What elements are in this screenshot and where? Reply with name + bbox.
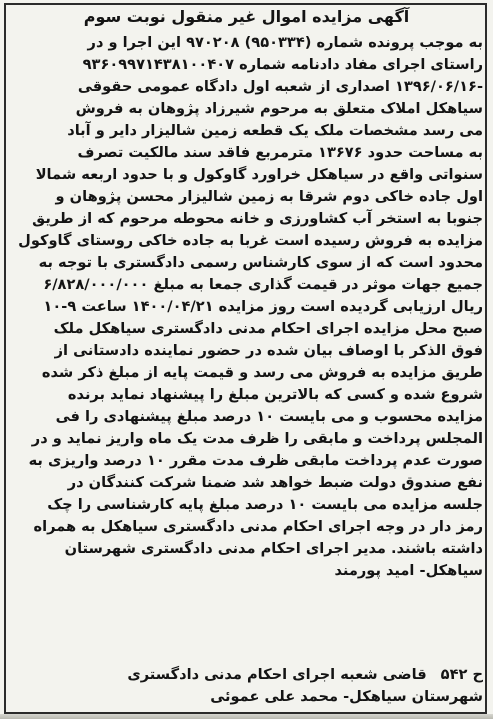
notice-line-25: سیاهکل- امید پورمند <box>334 562 483 579</box>
notice-line-22: جلسه مزایده می بایست ۱۰ درصد مبلغ پایه کارشناسی را چک <box>47 496 483 513</box>
notice-line-14: صبح محل مزایده اجرای احکام مدنی دادگستری سیاهکل ملک <box>53 320 483 337</box>
notice-line-20: صورت عدم پرداخت مابقی ظرف مدت مقرر ۱۰ درصد واریزی به <box>28 452 483 469</box>
notice-line-15: فوق الذکر با اوصاف بیان شده در حضور نماینده دادستانی از <box>54 342 483 359</box>
notice-line-1: به موجب پرونده شماره (۹۵۰۳۳۴) ۹۷۰۲۰۸ این اجرا و در <box>87 34 483 51</box>
notice-body <box>10 32 483 582</box>
signature-line-2: شهرستان سیاهکل- محمد علی عموئی <box>210 688 483 705</box>
notice-line-9: جنوبا به استخر آب کشاورزی و خانه محوطه مرحوم که از طریق <box>32 210 483 227</box>
notice-line-5: می رسد مشخصات ملک یک قطعه زمین شالیزار دایر و آباد <box>67 122 483 139</box>
notice-line-21: نفع صندوق دولت ضبط خواهد شد ضمنا شرکت کنندگان در <box>67 474 483 491</box>
notice-line-12: جمیع جهات موثر در قیمت گذاری جمعا به مبلغ ۶/۸۲۸/۰۰۰/۰۰۰ <box>43 276 483 293</box>
notice-line-4: سیاهکل املاک متعلق به مرحوم شیرزاد پژوهان به فروش <box>75 100 483 117</box>
notice-line-6: به مساحت حدود ۱۳۶۷۶ مترمربع فاقد سند مالکیت تصرف <box>77 144 483 161</box>
notice-line-8: اول جاده خاکی دوم شرقا به زمین شالیزار محسن پژوهان و <box>55 188 483 205</box>
notice-line-10: مزایده به فروش رسیده است غربا به جاده خاکی روستای گاوکول <box>18 232 483 249</box>
notice-line-16: طریق مزایده به فروش می رسد و قیمت پایه از مبلغ ذکر شده <box>41 364 483 381</box>
notice-line-24: داشته باشند. مدیر اجرای احکام مدنی دادگستری شهرستان <box>64 540 483 557</box>
notice-line-17: شروع شده و کسی که بالاترین مبلغ را پیشنهاد نماید برنده <box>67 386 483 403</box>
signature-line-1 <box>10 664 483 686</box>
notice-line-2: راستای اجرای مفاد دادنامه شماره ۹۳۶۰۹۹۷۱۴۳۸۱۰۰۴۰۷ <box>82 56 483 73</box>
notice-line-19: المجلس پرداخت و مابقی را ظرف مدت یک ماه واریز نماید و در <box>31 430 483 447</box>
notice-line-3: -۱۳۹۶/۰۶/۱۶ اصداری از شعبه اول دادگاه عمومی حقوقی <box>77 78 483 95</box>
notice-signature <box>10 664 483 708</box>
notice-line-23: رمز دار در وجه اجرای احکام مدنی دادگستری سیاهکل به همراه <box>33 518 483 535</box>
notice-line-18: مزایده محسوب و می بایست ۱۰ درصد مبلغ پیشنهادی را فی <box>55 408 483 425</box>
notice-line-13: ریال ارزیابی گردیده است روز مزایده ۱۴۰۰/۰۴/۲۱ ساعت ۹-۱۰ <box>43 298 483 315</box>
notice-line-7: سنواتی واقع در سیاهکل خراورد گاوکول و با حدود اربعه شمالا <box>35 166 483 183</box>
signature-title: قاضی شعبه اجرای احکام مدنی دادگستری <box>127 666 427 683</box>
next-clipping-edge <box>0 714 493 719</box>
notice-code: ح ۵۴۲ <box>440 666 483 683</box>
notice-line-11: محدود است که از سوی کارشناس رسمی دادگستری با توجه به <box>38 254 483 271</box>
notice-title: آگهی مزایده اموال غیر منقول نوبت سوم <box>83 7 410 26</box>
